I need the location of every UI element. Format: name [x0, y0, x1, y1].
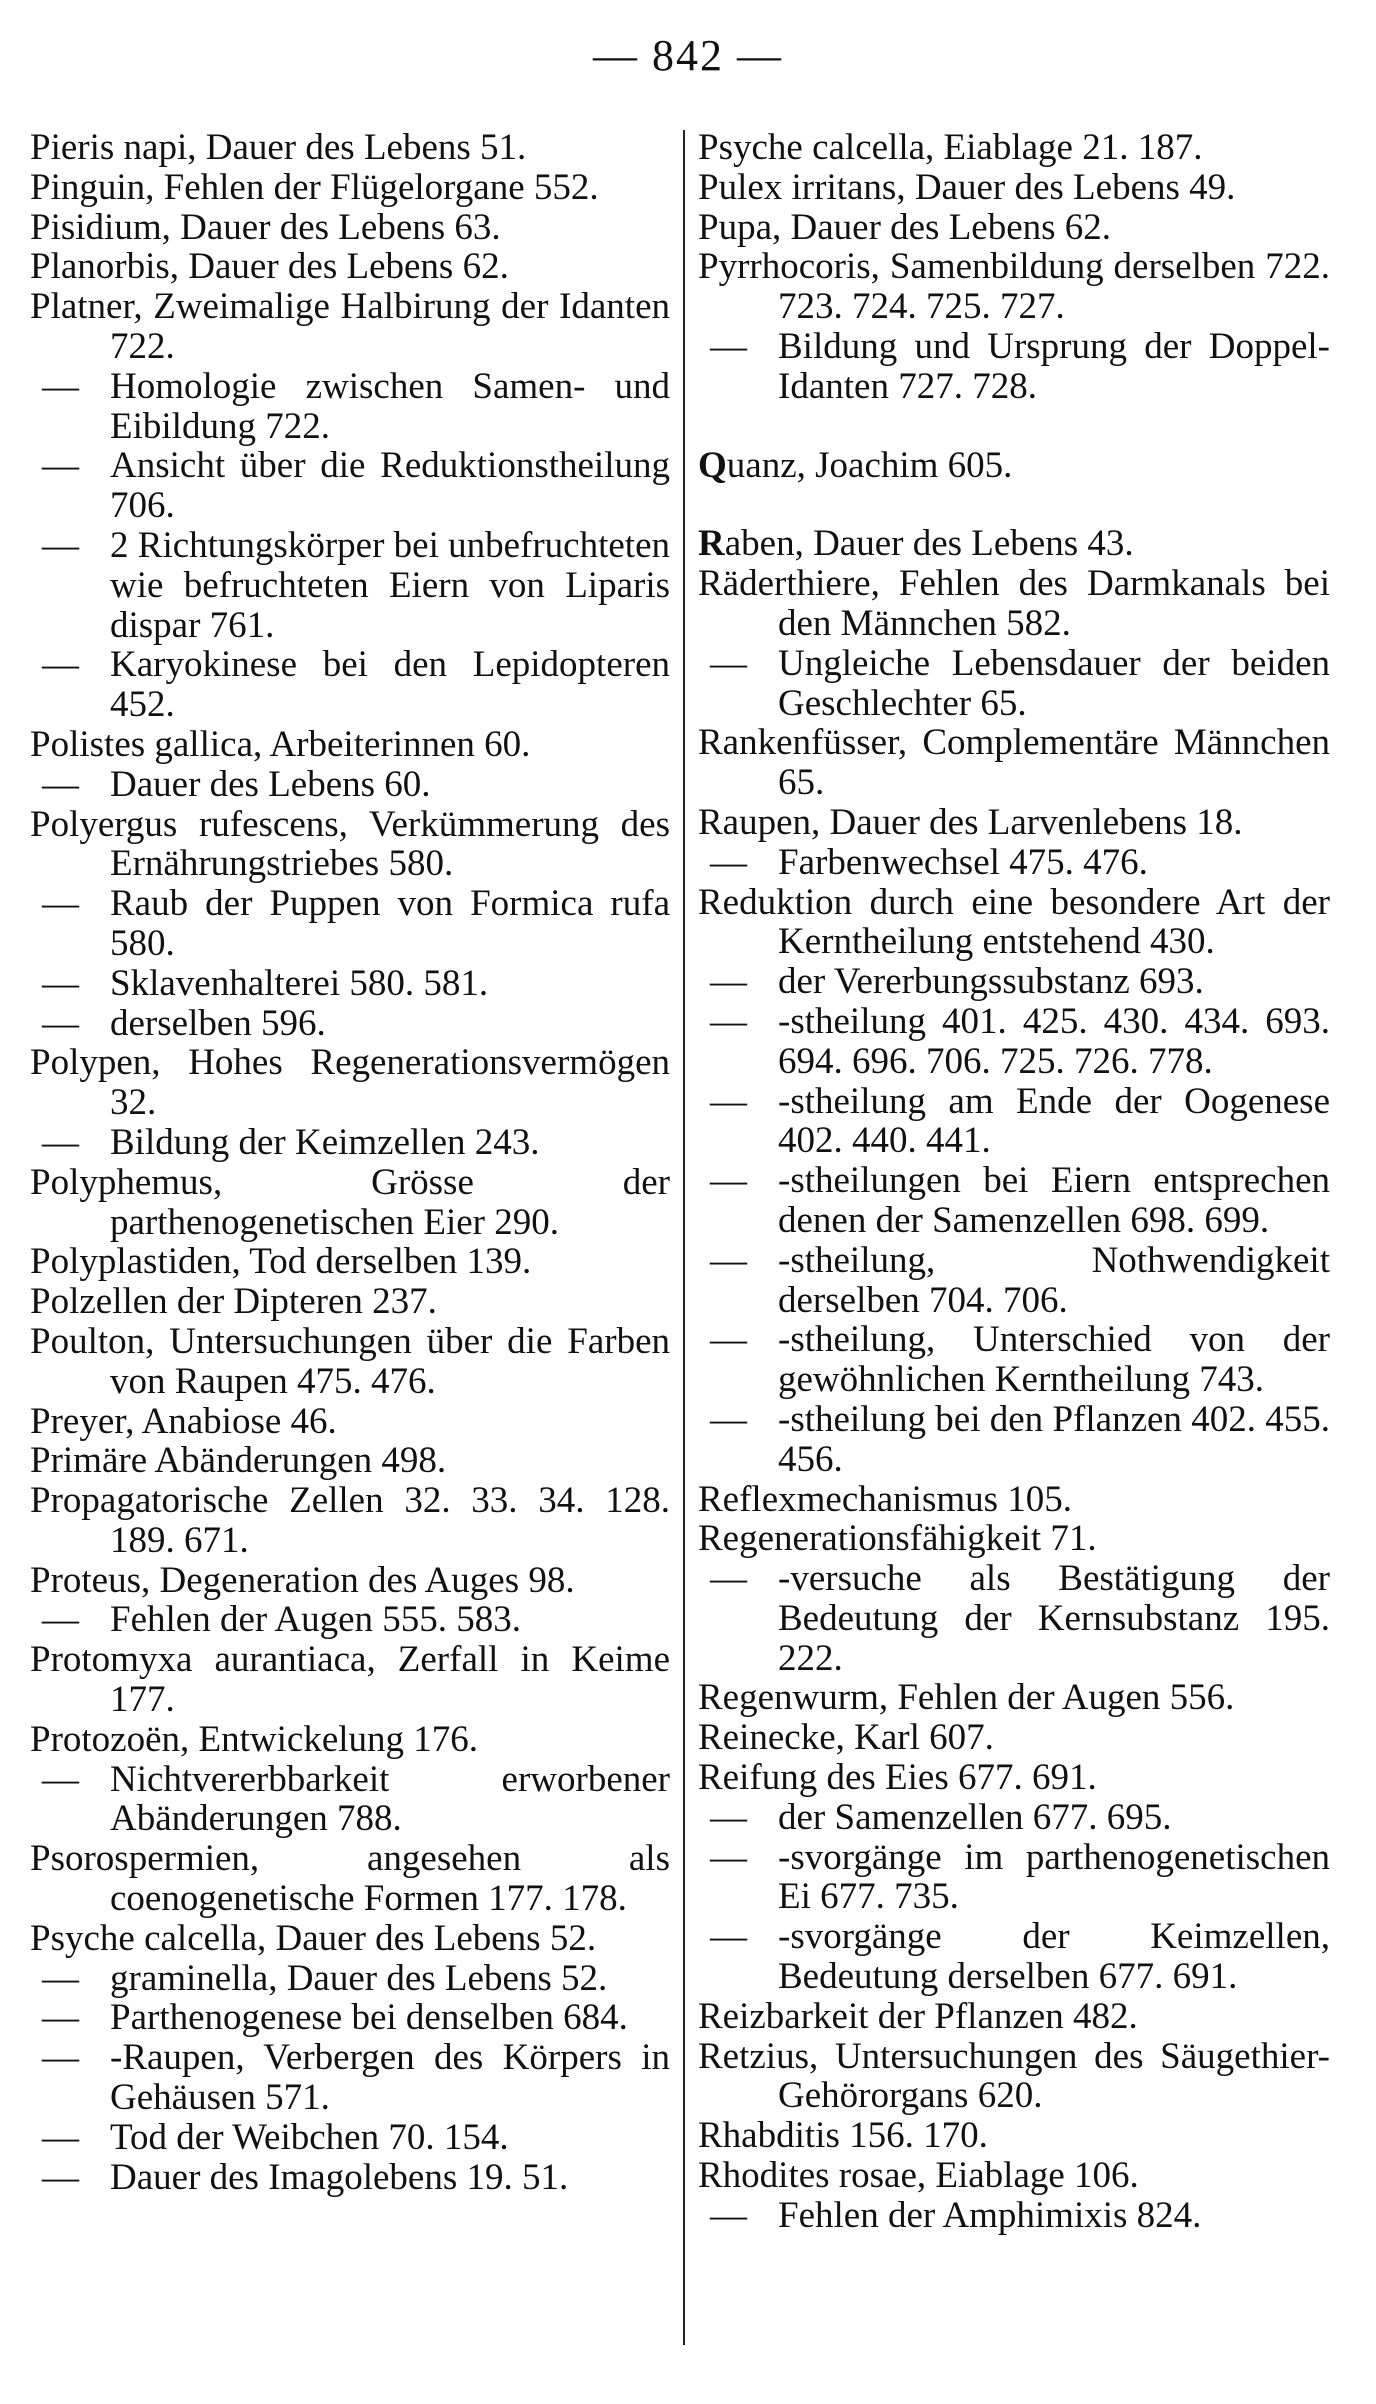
entry-text: Reinecke, Karl 607. [698, 1717, 994, 1759]
entry-text: Protozoën, Entwickelung 176. [30, 1718, 479, 1760]
entry-text: Psorospermien, angesehen als coenogenetische Formen 177. 178. [30, 1838, 670, 1920]
entry-text: Dauer des Lebens 60. [110, 763, 431, 805]
entry-text: Polyplastiden, Tod derselben 139. [30, 1241, 532, 1283]
index-entry [30, 1242, 670, 1282]
section-initial-letter: Q [698, 444, 727, 486]
entry-text: Rhabditis 156. 170. [698, 2115, 988, 2157]
index-entry [698, 1480, 1330, 1520]
ditto-dash: — [710, 1319, 747, 1361]
ditto-dash: — [42, 524, 79, 566]
index-subentry [698, 1798, 1330, 1838]
entry-text: -stheilung bei den Pflanzen 402. 455. 456. [778, 1398, 1330, 1480]
entry-text: Planorbis, Dauer des Lebens 62. [30, 246, 509, 288]
ditto-dash: — [42, 2037, 79, 2079]
entry-text: Primäre Abänderungen 498. [30, 1440, 447, 1482]
index-entry [698, 247, 1330, 327]
entry-text: Polistes gallica, Arbeiterinnen 60. [30, 723, 531, 765]
entry-text: uanz, Joachim 605. [726, 444, 1013, 486]
entry-text: Reflexmechanismus 105. [698, 1478, 1073, 1520]
ditto-dash: — [42, 1002, 79, 1044]
ditto-dash: — [710, 1239, 747, 1281]
entry-text: Polyphemus, Grösse der parthenogenetischen Eier 290. [30, 1161, 670, 1243]
index-entry [698, 1758, 1330, 1798]
entry-text: Ungleiche Lebensdauer der beiden Geschlechter 65. [778, 642, 1330, 724]
entry-text: Bildung der Keimzellen 243. [110, 1121, 540, 1163]
ditto-dash: — [42, 2156, 79, 2198]
index-subentry [30, 765, 670, 805]
index-subentry [30, 964, 670, 1004]
index-subentry [30, 1123, 670, 1163]
index-subentry [698, 1400, 1330, 1480]
entry-text: -versuche als Bestätigung der Bedeutung der Kernsubstanz 195. 222. [778, 1558, 1330, 1679]
entry-text: graminella, Dauer des Lebens 52. [110, 1957, 608, 1999]
ditto-dash: — [42, 1957, 79, 1999]
entry-text: Sklavenhalterei 580. 581. [110, 962, 489, 1004]
entry-text: Räderthiere, Fehlen des Darmkanals bei den Männchen 582. [698, 563, 1330, 644]
entry-text: -Raupen, Verbergen des Körpers in Gehäusen 571. [110, 2037, 670, 2119]
entry-text: Polypen, Hohes Regenerationsvermögen 32. [30, 1042, 670, 1124]
ditto-dash: — [710, 2194, 747, 2236]
entry-text: Pulex irritans, Dauer des Lebens 49. [698, 166, 1236, 208]
entry-text: Dauer des Imagolebens 19. 51. [110, 2156, 569, 2198]
index-entry [698, 128, 1330, 168]
entry-text: Pupa, Dauer des Lebens 62. [698, 206, 1112, 248]
index-subentry [30, 2038, 670, 2118]
index-subentry [698, 1241, 1330, 1321]
index-entry [698, 803, 1330, 843]
index-subentry [698, 962, 1330, 1002]
ditto-dash: — [710, 1160, 747, 1202]
index-entry [30, 725, 670, 765]
entry-text: Reifung des Eies 677. 691. [698, 1757, 1097, 1799]
entry-text: Psyche calcella, Dauer des Lebens 52. [30, 1917, 597, 1959]
entry-text: derselben 596. [110, 1002, 326, 1044]
entry-text: Reduktion durch eine besondere Art der Kerntheilung entstehend 430. [698, 881, 1330, 963]
index-entry [30, 1282, 670, 1322]
index-entry [698, 1718, 1330, 1758]
entry-text: -stheilung 401. 425. 430. 434. 693. 694. 696. 706. 725. 726. 778. [778, 1000, 1330, 1082]
index-entry [698, 2037, 1330, 2117]
index-entry [30, 1163, 670, 1243]
entry-text: Regenerationsfähigkeit 71. [698, 1518, 1097, 1560]
index-entry [30, 805, 670, 885]
entry-text: Preyer, Anabiose 46. [30, 1400, 337, 1442]
index-subentry [30, 446, 670, 526]
ditto-dash: — [42, 2116, 79, 2158]
ditto-dash: — [42, 1599, 79, 1641]
index-subentry [30, 884, 670, 964]
entry-text: Fehlen der Amphimixis 824. [778, 2194, 1202, 2236]
ditto-dash: — [710, 1080, 747, 1122]
ditto-dash: — [42, 365, 79, 407]
entry-text: Psyche calcella, Eiablage 21. 187. [698, 127, 1203, 168]
entry-text: -stheilungen bei Eiern entsprechen denen der Samenzellen 698. 699. [778, 1160, 1330, 1241]
ditto-dash: — [42, 763, 79, 805]
index-subentry [30, 1004, 670, 1044]
entry-text: Reizbarkeit der Pflanzen 482. [698, 1995, 1138, 2037]
index-subentry [698, 1838, 1330, 1918]
entry-text: 2 Richtungskörper bei unbefruchteten wie befruchteten Eiern von Liparis dispar 761. [110, 524, 670, 646]
entry-text: Proteus, Degeneration des Auges 98. [30, 1559, 575, 1601]
ditto-dash: — [710, 961, 747, 1003]
entry-text: -stheilung, Unterschied von der gewöhnlichen Kerntheilung 743. [778, 1319, 1330, 1401]
index-entry [30, 1441, 670, 1481]
entry-text: der Samenzellen 677. 695. [778, 1796, 1172, 1838]
entry-text: Pisidium, Dauer des Lebens 63. [30, 206, 501, 248]
index-subentry [698, 644, 1330, 724]
entry-text: Regenwurm, Fehlen der Augen 556. [698, 1677, 1235, 1719]
section-initial-letter: R [698, 523, 725, 565]
index-entry [698, 883, 1330, 963]
entry-text: -stheilung, Nothwendigkeit derselben 704. 706. [778, 1239, 1330, 1321]
ditto-dash: — [710, 1836, 747, 1878]
entry-text: Tod der Weibchen 70. 154. [110, 2116, 509, 2158]
index-subentry [698, 1161, 1330, 1241]
ditto-dash: — [42, 962, 79, 1004]
index-subentry [698, 1082, 1330, 1162]
ditto-dash: — [42, 445, 79, 487]
index-entry [698, 1678, 1330, 1718]
index-entry [30, 1402, 670, 1442]
entry-text: Homologie zwischen Samen- und Eibildung 722. [110, 365, 670, 447]
index-entry [698, 2156, 1330, 2196]
index-entry [698, 1519, 1330, 1559]
entry-text: Polyergus rufescens, Verkümmerung des Ernährungstriebes 580. [30, 803, 670, 885]
entry-text: Propagatorische Zellen 32. 33. 34. 128. 189. 671. [30, 1480, 670, 1561]
index-subentry [698, 327, 1330, 407]
ditto-dash: — [710, 1916, 747, 1958]
ditto-dash: — [710, 1558, 747, 1600]
entry-text: Rhodites rosae, Eiablage 106. [698, 2155, 1139, 2197]
entry-text: Bildung und Ursprung der Doppel-Idanten 727. 728. [778, 325, 1330, 407]
ditto-dash: — [710, 325, 747, 367]
entry-text: aben, Dauer des Lebens 43. [724, 523, 1134, 565]
index-entry [30, 168, 670, 208]
entry-text: Retzius, Untersuchungen des Säugethier-Gehörorgans 620. [698, 2035, 1330, 2117]
entry-text: Parthenogenese bei denselben 684. [110, 1997, 628, 2039]
index-subentry [698, 1320, 1330, 1400]
entry-text: Fehlen der Augen 555. 583. [110, 1599, 522, 1641]
ditto-dash: — [710, 1000, 747, 1042]
index-subentry [698, 843, 1330, 883]
ditto-dash: — [710, 841, 747, 883]
index-column-left [30, 128, 670, 2197]
entry-text: Nichtvererbbarkeit erworbener Abänderungen 788. [110, 1758, 670, 1840]
entry-text: Karyokinese bei den Lepidopteren 452. [110, 644, 670, 726]
entry-text: Protomyxa aurantiaca, Zerfall in Keime 177. [30, 1639, 670, 1721]
index-entry [30, 1561, 670, 1601]
ditto-dash: — [42, 1997, 79, 2039]
index-subentry [698, 1002, 1330, 1082]
index-entry [698, 723, 1330, 803]
entry-text: Platner, Zweimalige Halbirung der Idanten 722. [30, 286, 670, 367]
ditto-dash: — [710, 1398, 747, 1440]
index-subentry [30, 645, 670, 725]
index-subentry [30, 1600, 670, 1640]
entry-text: Pieris napi, Dauer des Lebens 51. [30, 127, 527, 168]
entry-text: Raub der Puppen von Formica rufa 580. [110, 883, 670, 964]
entry-text: Rankenfüsser, Complementäre Männchen 65. [698, 722, 1330, 804]
index-subentry [698, 2196, 1330, 2236]
index-entry [698, 524, 1330, 564]
index-entry [698, 208, 1330, 248]
entry-text: Poulton, Untersuchungen über die Farben von Raupen 475. 476. [30, 1320, 670, 1402]
ditto-dash: — [42, 1121, 79, 1163]
page-number: — 842 — [593, 31, 783, 80]
index-entry [30, 1640, 670, 1720]
column-divider [683, 130, 685, 2345]
entry-text: -stheilung am Ende der Oogenese 402. 440. 441. [778, 1080, 1330, 1162]
index-entry [30, 1919, 670, 1959]
index-subentry [30, 367, 670, 447]
ditto-dash: — [42, 883, 79, 925]
ditto-dash: — [710, 1796, 747, 1838]
entry-text: Farbenwechsel 475. 476. [778, 841, 1148, 883]
index-entry [30, 1043, 670, 1123]
entry-text: -svorgänge im parthenogenetischen Ei 677. 735. [778, 1836, 1330, 1918]
index-entry [698, 446, 1330, 486]
entry-text: Ansicht über die Reduktionstheilung 706. [110, 445, 670, 527]
index-subentry [30, 1959, 670, 1999]
entry-text: Polzellen der Dipteren 237. [30, 1281, 437, 1323]
index-subentry [30, 1998, 670, 2038]
index-entry [698, 1997, 1330, 2037]
entry-text: -svorgänge der Keimzellen, Bedeutung derselben 677. 691. [778, 1916, 1330, 1998]
ditto-dash: — [42, 1758, 79, 1800]
index-entry [30, 208, 670, 248]
entry-text: der Vererbungssubstanz 693. [778, 961, 1204, 1003]
index-entry [30, 247, 670, 287]
entry-text: Raupen, Dauer des Larvenlebens 18. [698, 801, 1243, 843]
index-entry [698, 564, 1330, 644]
index-column-right [698, 128, 1330, 2236]
entry-text: Pinguin, Fehlen der Flügelorgane 552. [30, 166, 599, 208]
index-entry [30, 128, 670, 168]
ditto-dash: — [710, 642, 747, 684]
index-entry [30, 287, 670, 367]
index-entry [30, 1720, 670, 1760]
index-subentry [30, 526, 670, 645]
index-entry [698, 168, 1330, 208]
index-subentry [30, 2118, 670, 2158]
index-subentry [698, 1559, 1330, 1678]
index-entry [30, 1839, 670, 1919]
index-subentry [30, 2158, 670, 2198]
index-subentry [698, 1917, 1330, 1997]
index-entry [30, 1322, 670, 1402]
entry-text: Pyrrhocoris, Samenbildung derselben 722. 723. 724. 725. 727. [698, 246, 1330, 328]
index-subentry [30, 1760, 670, 1840]
index-entry [698, 2116, 1330, 2156]
ditto-dash: — [42, 644, 79, 686]
index-entry [30, 1481, 670, 1561]
